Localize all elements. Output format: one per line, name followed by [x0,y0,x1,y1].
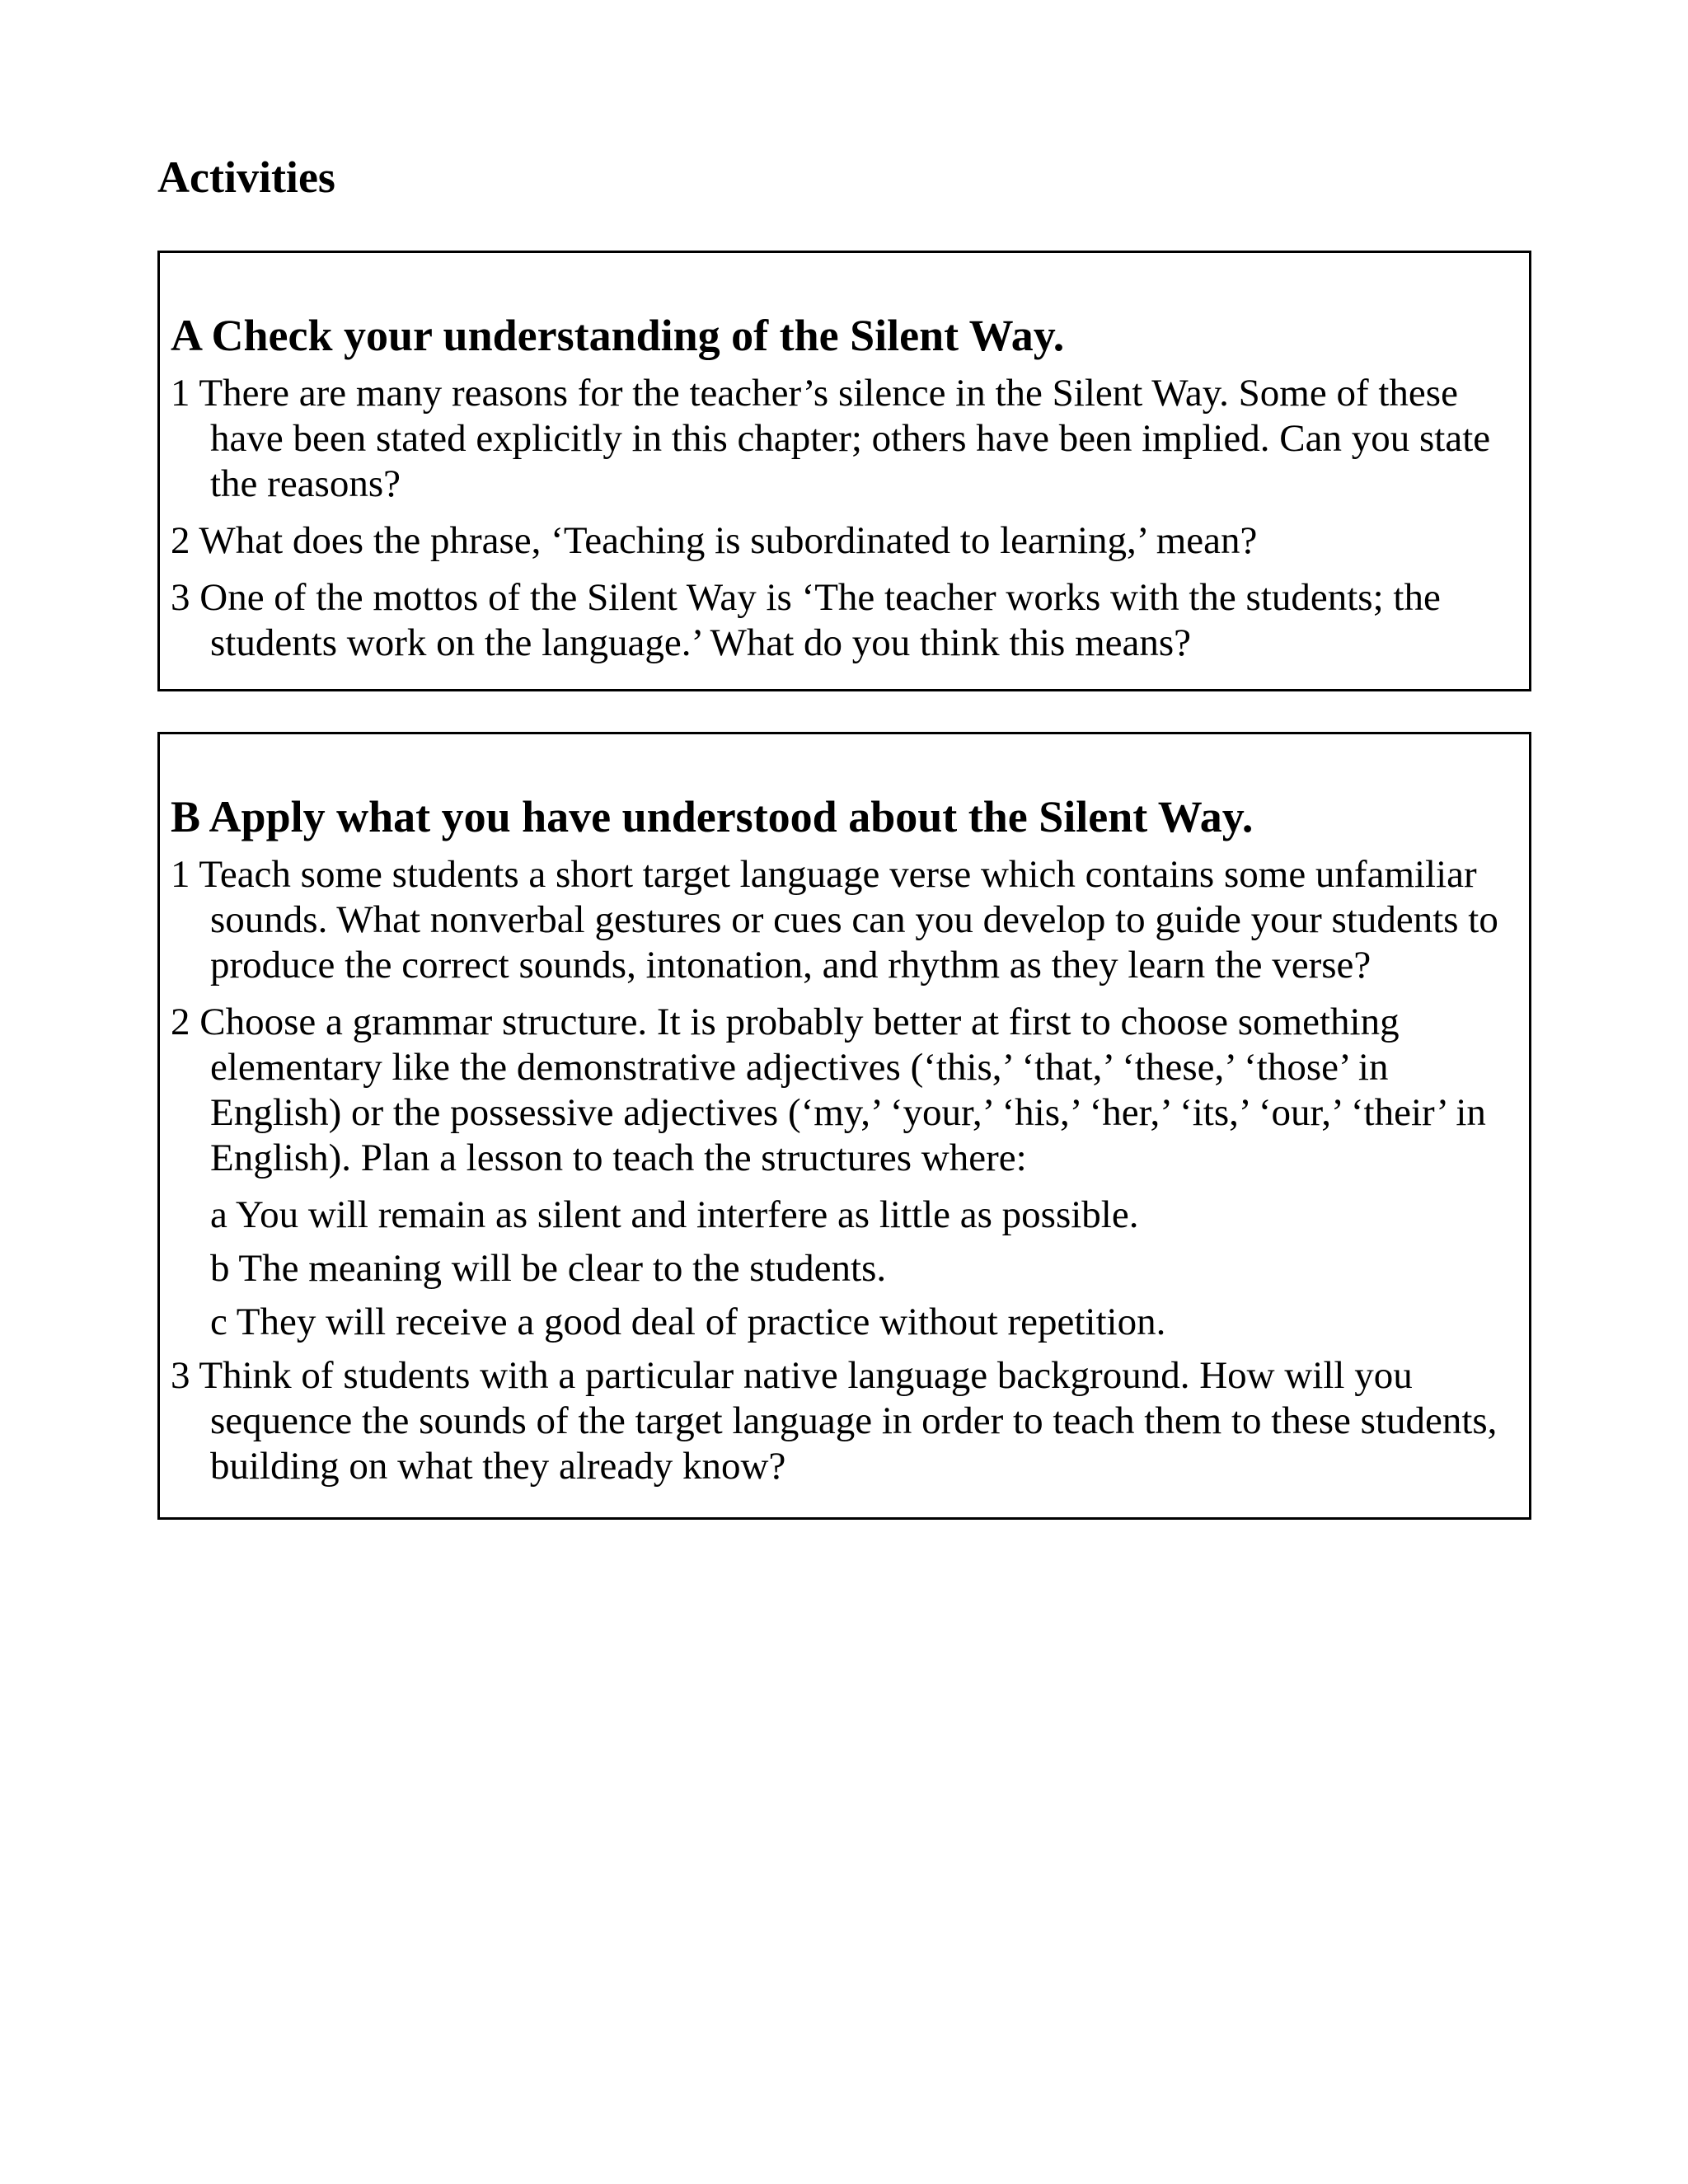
section-b-subitem-a: a You will remain as silent and interfere as little as possible. [210,1193,1139,1236]
section-b-item-3: 3 Think of students with a particular native language background. How will you sequence the sounds of the target language in order to teach them to these students, building on what they already know? [171,1353,1498,1488]
activity-box-a [157,251,1531,691]
section-a-item-2: 2 What does the phrase, ‘Teaching is subordinated to learning,’ mean? [171,518,1258,562]
section-b-title: B Apply what you have understood about the Silent Way. [171,792,1254,841]
page-heading: Activities [157,152,335,202]
section-b-subitem-b: b The meaning will be clear to the students. [210,1246,887,1290]
activity-box-b [157,732,1531,1520]
section-b-item-1: 1 Teach some students a short target language verse which contains some unfamiliar sounds. What nonverbal gestures or cues can you develop to guide your students to produce the correct sounds, intonation, and rhythm as they learn the verse? [171,852,1498,987]
section-a-item-1: 1 There are many reasons for the teacher’s silence in the Silent Way. Some of these have been stated explicitly in this chapter; others have been implied. Can you state the reasons? [171,371,1491,505]
section-a-title: A Check your understanding of the Silent Way. [171,311,1065,360]
section-a-item-3: 3 One of the mottos of the Silent Way is ‘The teacher works with the students; the students work on the language.’ What do you think this means? [171,575,1441,664]
section-b-item-2: 2 Choose a grammar structure. It is probably better at first to choose something elementary like the demonstrative adjectives (‘this,’ ‘that,’ ‘these,’ ‘those’ in English) or the possessive adjectives (‘my,’ ‘your,’ ‘his,’ ‘her,’ ‘its,’ ‘our,’ ‘their’ in English). Plan a lesson to teach the structures where: [171,1000,1486,1179]
section-b-subitem-c: c They will receive a good deal of practice without repetition. [210,1300,1166,1343]
